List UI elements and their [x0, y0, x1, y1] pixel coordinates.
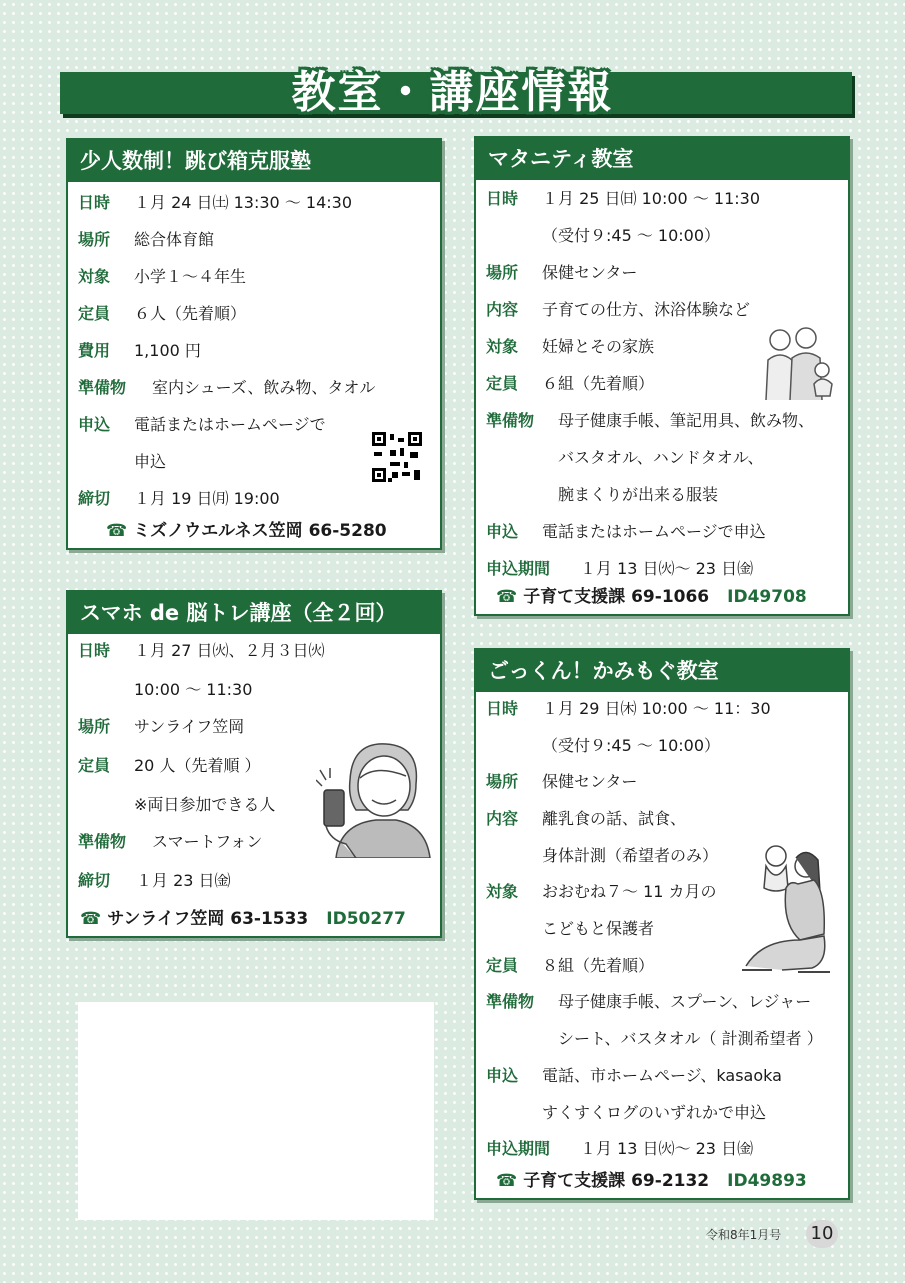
info-row: （受付９:45 ～ 10:00） [542, 226, 721, 245]
info-row: 日時 １月 27 日㈫、２月３日㈫ [78, 641, 325, 660]
info-row: 締切 １月 23 日㈮ [78, 871, 231, 890]
info-row: （受付９:45 ～ 10:00） [542, 736, 721, 755]
family-illustration [760, 324, 840, 400]
issue-label: 令和8年1月号 [706, 1228, 782, 1242]
info-row: 申込期間 １月 13 日㈫～ 23 日㈮ [486, 559, 754, 578]
info-row: 10:00 ～ 11:30 [134, 680, 253, 699]
info-row: 身体計測（希望者のみ） [542, 846, 719, 865]
info-row: 定員 20 人（先着順 ） [78, 756, 261, 775]
info-row: 内容 離乳食の話、試食、 [486, 809, 687, 828]
info-row: 対象 小学１～４年生 [78, 267, 247, 286]
phone-icon: ☎ [496, 1171, 518, 1191]
contact-line: ☎ サンライフ笠岡 63-1533 ID50277 [80, 909, 406, 929]
contact-line: ☎ 子育て支援課 69-1066 ID49708 [496, 587, 807, 607]
info-row: すくすくログのいずれかで申込 [542, 1103, 767, 1122]
card-title: スマホ de 脳トレ講座（全２回） [68, 592, 440, 634]
info-row: 内容 子育ての仕方、沐浴体験など [486, 300, 751, 319]
info-row: 場所 サンライフ笠岡 [78, 717, 245, 736]
info-row: 場所 保健センター [486, 772, 638, 791]
card-maternity [474, 136, 850, 616]
info-row: 対象 おおむね７～ 11 カ月の [486, 882, 717, 901]
info-row: 定員 ６組（先着順） [486, 374, 655, 393]
content-id: ID49893 [727, 1171, 807, 1191]
info-row: 締切 １月 19 日㈪ 19:00 [78, 489, 280, 508]
card-smartphone-brain [66, 590, 442, 938]
info-row: 準備物 母子健康手帳、筆記用具、飲み物、 [486, 411, 815, 430]
info-row: 準備物 スマートフォン [78, 832, 263, 851]
blank-box [78, 1002, 434, 1220]
card-tobibako [66, 138, 442, 550]
phone-icon: ☎ [106, 521, 128, 541]
contact-line: ☎ ミズノウエルネス笠岡 66-5280 [106, 521, 387, 541]
page-number: 10 [806, 1220, 838, 1248]
info-row: 費用 1,100 円 [78, 341, 201, 360]
phone-icon: ☎ [496, 587, 518, 607]
card-title: マタニティ教室 [476, 138, 848, 180]
qr-code-icon[interactable] [372, 432, 422, 482]
info-row: 定員 ８組（先着順） [486, 956, 655, 975]
info-row: 場所 総合体育館 [78, 230, 215, 249]
info-row: ※両日参加できる人 [134, 795, 276, 814]
info-row: 申込 電話またはホームページで [78, 415, 326, 434]
info-row: シート、バスタオル（ 計測希望者 ） [558, 1029, 823, 1048]
info-row: 申込 電話またはホームページで申込 [486, 522, 766, 541]
content-id: ID49708 [727, 587, 807, 607]
info-row: 対象 妊婦とその家族 [486, 337, 655, 356]
info-row: 場所 保健センター [486, 263, 638, 282]
content-id: ID50277 [326, 909, 406, 929]
contact-line: ☎ 子育て支援課 69-2132 ID49893 [496, 1171, 807, 1191]
info-row: こどもと保護者 [542, 919, 655, 938]
info-row: 申込 電話、市ホームページ、kasaoka [486, 1066, 782, 1085]
woman-with-smartphone-illustration [316, 740, 438, 858]
mother-lifting-baby-illustration [742, 844, 832, 978]
info-row: 申込 [134, 452, 167, 471]
info-row: 日時 １月 24 日㈯ 13:30 ～ 14:30 [78, 193, 353, 212]
info-row: 腕まくりが出来る服装 [558, 485, 719, 504]
info-row: 定員 ６人（先着順） [78, 304, 247, 323]
card-title: ごっくん！かみもぐ教室 [476, 650, 848, 692]
info-row: 日時 １月 29 日㈭ 10:00 ～ 11：30 [486, 699, 771, 718]
card-title: 少人数制！跳び箱克服塾 [68, 140, 440, 182]
info-row: 準備物 室内シューズ、飲み物、タオル [78, 378, 376, 397]
info-row: 日時 １月 25 日㈰ 10:00 ～ 11:30 [486, 189, 761, 208]
card-gokkun-kamimogu [474, 648, 850, 1200]
phone-icon: ☎ [80, 909, 102, 929]
page-title: 教室・講座情報 [291, 67, 614, 118]
info-row: バスタオル、ハンドタオル、 [558, 448, 764, 467]
info-row: 申込期間 １月 13 日㈫～ 23 日㈮ [486, 1139, 754, 1158]
info-row: 準備物 母子健康手帳、スプーン、レジャー [486, 992, 812, 1011]
